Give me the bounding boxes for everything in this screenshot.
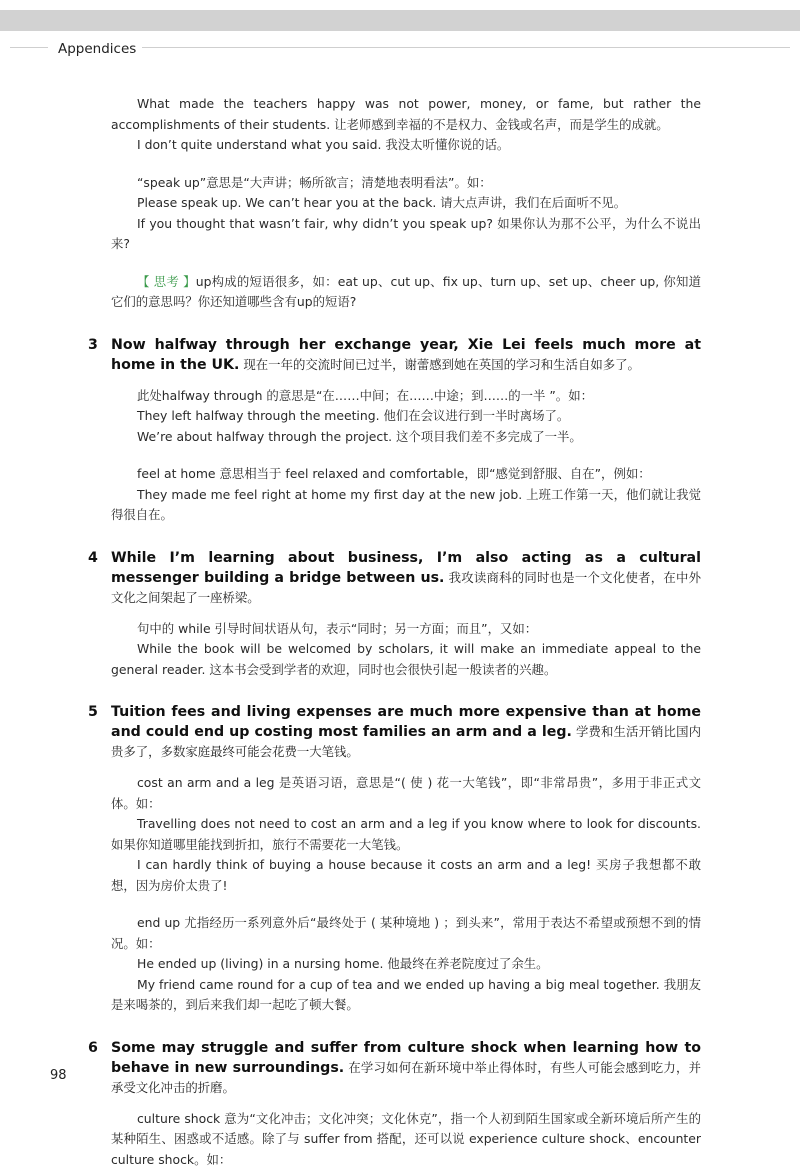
item-paragraph: 此处halfway through 的意思是“在……中间；在……中途；到……的一半 ”。如： [111, 386, 701, 407]
page-number: 98 [50, 1066, 67, 1087]
header-rule-left [10, 47, 48, 48]
page-content [111, 94, 701, 1170]
item-paragraph: My friend came round for a cup of tea and we ended up having a big meal together. 我朋友是来喝茶的，到后来我们却一起吃了顿大餐。 [111, 975, 701, 1016]
think-text: up构成的短语很多，如：eat up、cut up、fix up、turn up、set up、cheer up, 你知道它们的意思吗？你还知道哪些含有up的短语? [111, 274, 701, 310]
section-header: Appendices [58, 39, 136, 60]
item-heading-en: Some may struggle and suffer from culture shock when learning how to behave in new surroundings. [111, 1040, 701, 1076]
item-paragraph: feel at home 意思相当于 feel relaxed and comfortable，即“感觉到舒服、自在”，例如： [111, 464, 701, 485]
think-note [111, 272, 701, 313]
item-heading-en: While I’m learning about business, I’m also acting as a cultural messenger building a bridge between us. [111, 550, 701, 586]
think-label: 【 思考 】 [137, 274, 196, 289]
item-6 [111, 1038, 701, 1170]
item-4 [111, 548, 701, 681]
item-paragraph: cost an arm and a leg 是英语习语，意思是“( 使 ) 花一大笔钱”，即“非常昂贵”，多用于非正式文体。如： [111, 773, 701, 814]
item-paragraph: end up 尤指经历一系列意外后“最终处于 ( 某种境地 ) ；到头来”，常用于表达不希望或预想不到的情况。如： [111, 913, 701, 954]
item-number: 5 [88, 702, 98, 723]
intro-paragraph-1: What made the teachers happy was not power, money, or fame, but rather the accomplishments of their students. 让老师感到幸福的不是权力、金钱或名声，而是学生的成就。 [111, 94, 701, 135]
item-paragraph: culture shock 意为“文化冲击；文化冲突；文化休克”，指一个人初到陌生国家或全新环境后所产生的某种陌生、困惑或不适感。除了与 suffer from 搭配，还可以说 experience culture shock、encounter culture shock。如： [111, 1109, 701, 1170]
item-number: 6 [88, 1038, 98, 1059]
item-heading [111, 1038, 701, 1098]
item-heading-zh: 现在一年的交流时间已过半，谢蕾感到她在英国的学习和生活自如多了。 [239, 357, 639, 372]
item-heading-zh: 学费和生活开销比国内贵多了，多数家庭最终可能会花费一大笔钱。 [111, 724, 701, 759]
intro-paragraph-5: If you thought that wasn’t fair, why didn’t you speak up? 如果你认为那不公平，为什么不说出来? [111, 214, 701, 255]
item-paragraph: While the book will be welcomed by scholars, it will make an immediate appeal to the general reader. 这本书会受到学者的欢迎，同时也会很快引起一般读者的兴趣。 [111, 639, 701, 680]
item-heading [111, 335, 701, 375]
item-paragraph: We’re about halfway through the project. 这个项目我们差不多完成了一半。 [111, 427, 701, 448]
item-heading [111, 702, 701, 762]
item-paragraph: Travelling does not need to cost an arm and a leg if you know where to look for discounts. 如果你知道哪里能找到折扣，旅行不需要花一大笔钱。 [111, 814, 701, 855]
item-paragraph: They made me feel right at home my first day at the new job. 上班工作第一天，他们就让我觉得很自在。 [111, 485, 701, 526]
item-paragraph: I can hardly think of buying a house because it costs an arm and a leg! 买房子我想都不敢想，因为房价太贵了! [111, 855, 701, 896]
item-number: 3 [88, 335, 98, 356]
item-3 [111, 335, 701, 526]
item-number: 4 [88, 548, 98, 569]
item-paragraph: 句中的 while 引导时间状语从句，表示“同时；另一方面；而且”，又如： [111, 619, 701, 640]
item-heading-zh: 在学习如何在新环境中举止得体时，有些人可能会感到吃力，并承受文化冲击的折磨。 [111, 1060, 701, 1095]
item-5 [111, 702, 701, 1016]
intro-paragraph-4: Please speak up. We can’t hear you at the back. 请大点声讲，我们在后面听不见。 [111, 193, 701, 214]
item-heading-en: Tuition fees and living expenses are much more expensive than at home and could end up costing most families an arm and a leg. [111, 704, 701, 740]
top-gray-bar [0, 10, 800, 31]
item-paragraph: He ended up (living) in a nursing home. 他最终在养老院度过了余生。 [111, 954, 701, 975]
item-heading-zh: 我攻读商科的同时也是一个文化使者，在中外文化之间架起了一座桥梁。 [111, 570, 701, 605]
item-heading [111, 548, 701, 608]
intro-paragraph-2: I don’t quite understand what you said. 我没太听懂你说的话。 [111, 135, 701, 156]
item-heading-en: Now halfway through her exchange year, Xie Lei feels much more at home in the UK. [111, 337, 701, 373]
item-paragraph: They left halfway through the meeting. 他们在会议进行到一半时离场了。 [111, 406, 701, 427]
intro-paragraph-3: “speak up”意思是“大声讲；畅所欲言；清楚地表明看法”。如： [111, 173, 701, 194]
header-rule-right [142, 47, 790, 48]
